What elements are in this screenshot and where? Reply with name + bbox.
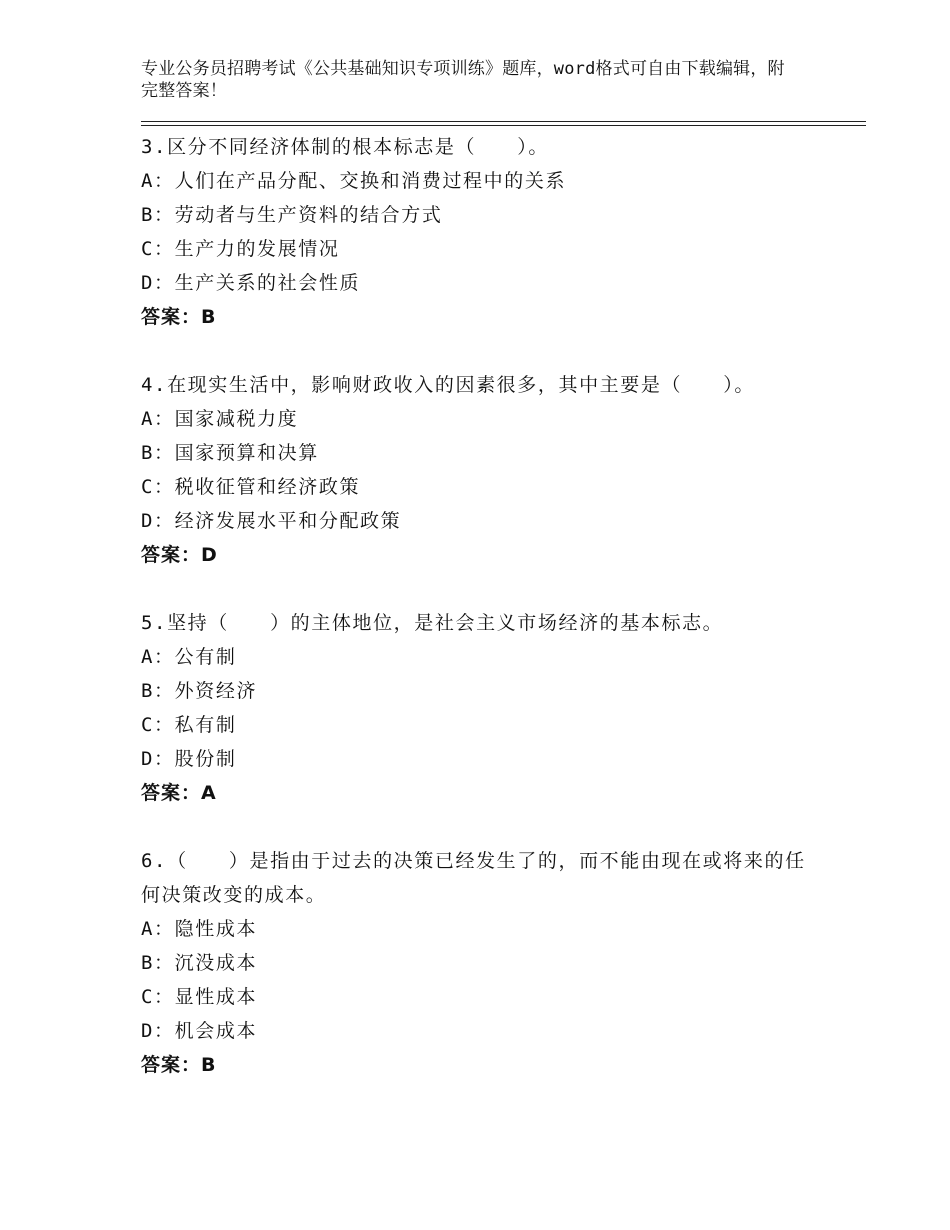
question-stem: 4.在现实生活中，影响财政收入的因素很多，其中主要是（ ）。 (141, 374, 755, 396)
question-3 (141, 130, 821, 334)
option-a: A：公有制 (141, 646, 237, 668)
header-divider-top (141, 121, 866, 122)
document-header: 专业公务员招聘考试《公共基础知识专项训练》题库，word格式可自由下载编辑，附完整答案！ (141, 59, 785, 101)
question-stem: 6.（ ）是指由于过去的决策已经发生了的，而不能由现在或将来的任何决策改变的成本。 (141, 850, 806, 906)
option-b: B：沉没成本 (141, 952, 258, 974)
option-a: A：国家减税力度 (141, 408, 299, 430)
option-c: C：私有制 (141, 714, 237, 736)
option-a: A：人们在产品分配、交换和消费过程中的关系 (141, 170, 567, 192)
option-d: D：股份制 (141, 748, 237, 770)
spacer (141, 810, 821, 844)
question-4 (141, 368, 821, 572)
question-stem: 5.坚持（ ）的主体地位，是社会主义市场经济的基本标志。 (141, 612, 724, 634)
answer-label: 答案：B (141, 1054, 217, 1076)
option-b: B：国家预算和决算 (141, 442, 319, 464)
option-b: B：外资经济 (141, 680, 258, 702)
spacer (141, 334, 821, 368)
question-6 (141, 844, 821, 1082)
question-5 (141, 606, 821, 810)
option-d: D：经济发展水平和分配政策 (141, 510, 402, 532)
question-stem: 3.区分不同经济体制的根本标志是（ ）。 (141, 136, 549, 158)
answer-label: 答案：D (141, 544, 218, 566)
option-b: B：劳动者与生产资料的结合方式 (141, 204, 443, 226)
answer-label: 答案：B (141, 306, 217, 328)
option-c: C：生产力的发展情况 (141, 238, 340, 260)
option-d: D：机会成本 (141, 1020, 258, 1042)
question-list (141, 130, 821, 1082)
spacer (141, 572, 821, 606)
option-d: D：生产关系的社会性质 (141, 272, 361, 294)
option-c: C：显性成本 (141, 986, 258, 1008)
header-divider-bottom (141, 125, 866, 126)
option-c: C：税收征管和经济政策 (141, 476, 361, 498)
option-a: A：隐性成本 (141, 918, 258, 940)
answer-label: 答案：A (141, 782, 217, 804)
